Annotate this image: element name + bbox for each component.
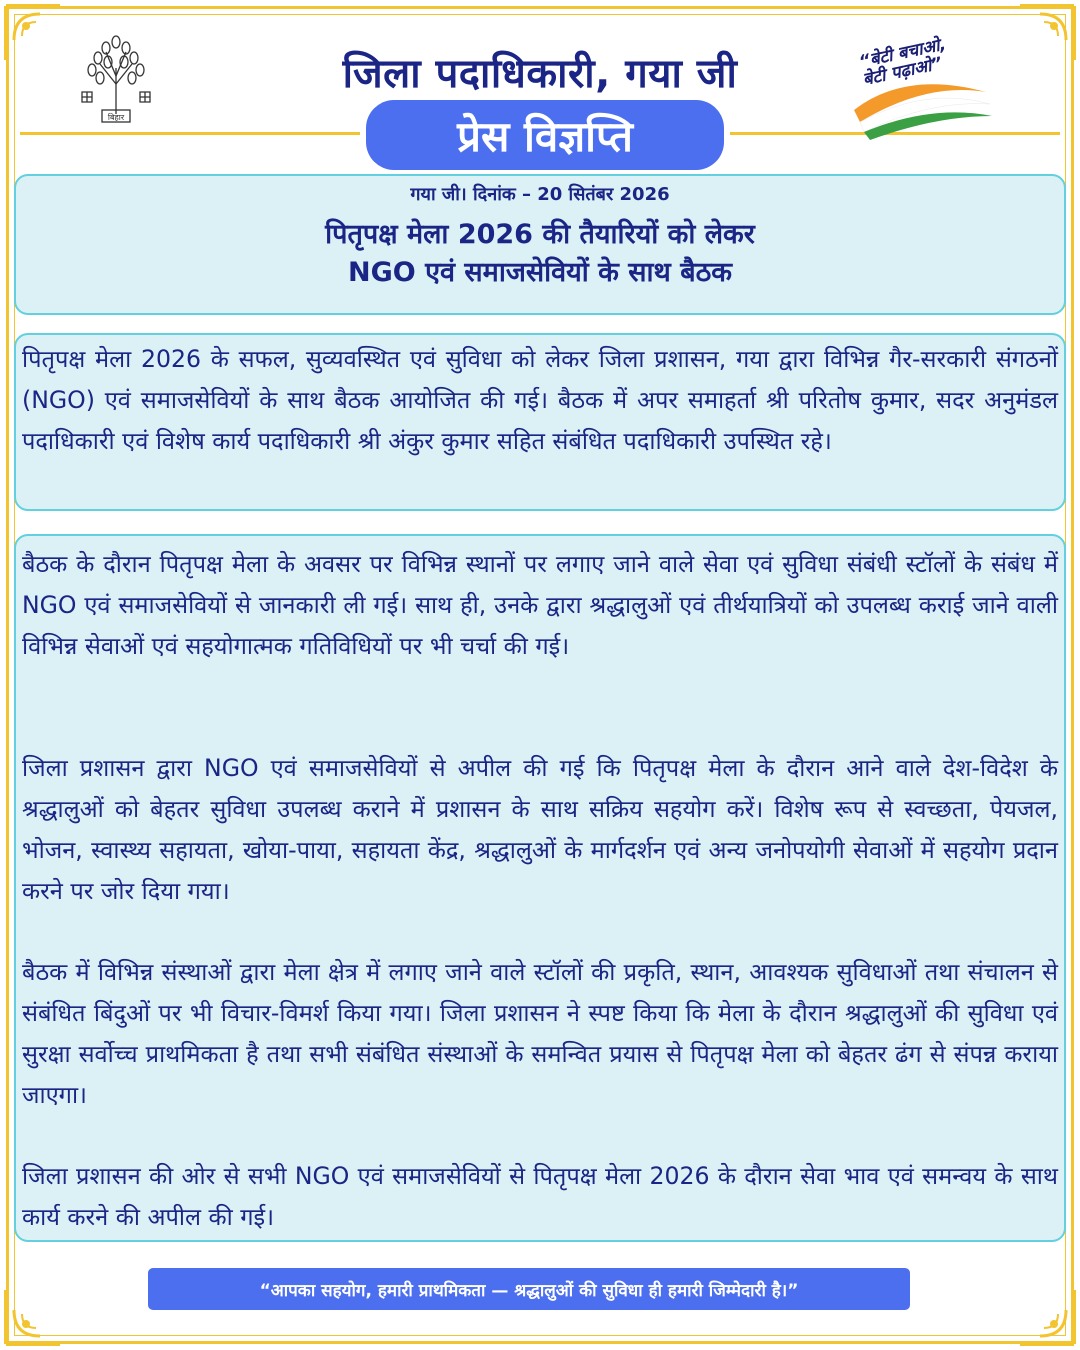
paragraph-5: जिला प्रशासन की ओर से सभी NGO एवं समाजसेवियों से पितृपक्ष मेला 2026 के दौरान सेवा भाव एवं समन्वय के साथ कार्य करने की अपील की गई। bbox=[22, 1162, 1058, 1231]
slogan-text: “बेटी बचाओ, बेटी पढ़ाओ” bbox=[857, 34, 948, 91]
corner-ornament-icon bbox=[1010, 1280, 1080, 1350]
paragraph-3: जिला प्रशासन द्वारा NGO एवं समाजसेवियों से अपील की गई कि पितृपक्ष मेला के दौरान आने वाले देश-विदेश के श्रद्धालुओं को बेहतर सुविधा उपलब्ध कराने में प्रशासन के साथ सक्रिय सहयोग करें। विशेष रूप से स्वच्छता, पेयजल, भोजन, स्वास्थ्य सहायता, खोया-पाया, सहायता केंद्र, श्रद्धालुओं के मार्गदर्शन एवं अन्य जनोपयोगी सेवाओं में सहयोग प्रदान करने पर जोर दिया गया। bbox=[22, 754, 1058, 905]
press-release-badge bbox=[366, 100, 724, 170]
paragraph-4: बैठक में विभिन्न संस्थाओं द्वारा मेला क्षेत्र में लगाए जाने वाले स्टॉलों की प्रकृति, स्थान, आवश्यक सुविधाओं तथा संचालन से संबंधित बिंदुओं पर भी विचार-विमर्श किया गया। जिला प्रशासन ने स्पष्ट किया कि मेला के दौरान श्रद्धालुओं की सुविधा एवं सुरक्षा सर्वोच्च प्राथमिकता है तथा सभी संबंधित संस्थाओं के समन्वित प्रयास से पितृपक्ष मेला को बेहतर ढंग से संपन्न कराया जाएगा। bbox=[22, 958, 1058, 1109]
footer-quote-banner bbox=[148, 1268, 910, 1310]
headline-line-1: पितृपक्ष मेला 2026 की तैयारियों को लेकर bbox=[325, 219, 755, 250]
paragraph-2: बैठक के दौरान पितृपक्ष मेला के अवसर पर विभिन्न स्थानों पर लगाए जाने वाले सेवा एवं सुविधा संबंधी स्टॉलों के संबंध में NGO एवं समाजसेवियों से जानकारी ली गई। साथ ही, उनके द्वारा श्रद्धालुओं एवं तीर्थयात्रियों को उपलब्ध कराई जाने वाली विभिन्न सेवाओं एवं सहयोगात्मक गतिविधियों पर भी चर्चा की गई। bbox=[22, 550, 1058, 660]
page-title: जिला पदाधिकारी, गया जी bbox=[342, 51, 738, 97]
headline bbox=[16, 216, 1064, 292]
paragraph-1: पितृपक्ष मेला 2026 के सफल, सुव्यवस्थित एवं सुविधा को लेकर जिला प्रशासन, गया द्वारा विभिन्न गैर-सरकारी संगठनों (NGO) एवं समाजसेवियों के साथ बैठक आयोजित की गई। बैठक में अपर समाहर्ता श्री परितोष कुमार, सदर अनुमंडल पदाधिकारी एवं विशेष कार्य पदाधिकारी श्री अंकुर कुमार सहित संबंधित पदाधिकारी उपस्थित रहे। bbox=[22, 345, 1058, 455]
body-paragraphs-box bbox=[14, 534, 1066, 1242]
header-divider-left bbox=[20, 132, 360, 135]
press-release-label: प्रेस विज्ञप्ति bbox=[457, 111, 633, 161]
headline-line-2: NGO एवं समाजसेवियों के साथ बैठक bbox=[347, 257, 733, 288]
corner-ornament-icon bbox=[0, 1280, 70, 1350]
intro-paragraph-box bbox=[14, 333, 1066, 511]
emblem-text: बिहार bbox=[107, 113, 125, 122]
headline-box bbox=[14, 174, 1066, 315]
footer-quote: “आपका सहयोग, हमारी प्राथमिकता — श्रद्धालुओं की सुविधा ही हमारी जिम्मेदारी है।” bbox=[259, 1280, 799, 1301]
dateline: गया जी। दिनांक – 20 सितंबर 2026 bbox=[410, 184, 670, 205]
beti-bachao-logo bbox=[846, 20, 996, 140]
